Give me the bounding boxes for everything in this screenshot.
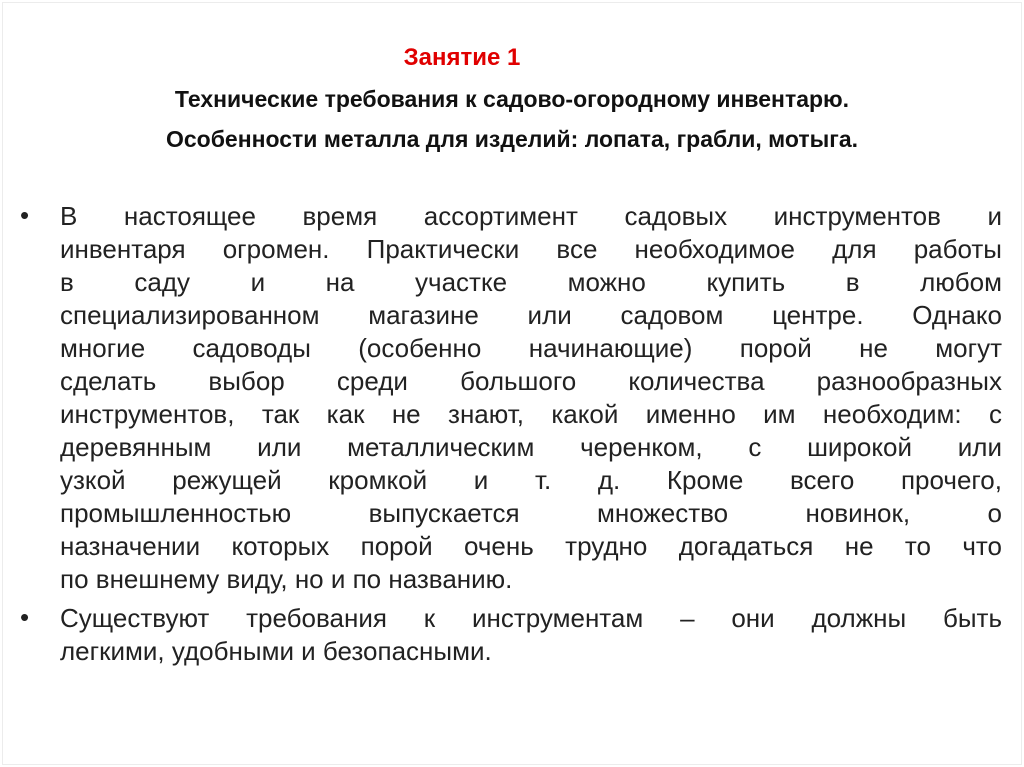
bullet-text-line: в саду и на участке можно купить в любом (60, 267, 1002, 297)
bullet-text-line: деревянным или металлическим черенком, с широкой или (60, 432, 1002, 462)
bullet-text-line: В настоящее время ассортимент садовых инструментов и (60, 201, 1002, 231)
slide-heading-line-2: Особенности металла для изделий: лопата, грабли, мотыга. (165, 126, 859, 152)
bullet-text-line: инвентаря огромен. Практически все необходимое для работы (60, 234, 1002, 264)
bullet-text-line: сделать выбор среди большого количества разнообразных (60, 366, 1002, 396)
bullet-text-line: специализированном магазине или садовом центре. Однако (60, 300, 1002, 330)
bullet-marker: • (20, 602, 30, 632)
bullet-text-line: промышленностью выпускается множество новинок, о (60, 498, 1002, 528)
bullet-text-line: инструментов, так как не знают, какой именно им необходим: с (60, 399, 1002, 429)
bullet-text-line: многие садоводы (особенно начинающие) порой не могут (60, 333, 1002, 363)
slide-heading-line-1: Технические требования к садово-огородному инвентарю. (174, 86, 850, 112)
bullet-text-line: узкой режущей кромкой и т. д. Кроме всего прочего, (60, 465, 1002, 495)
bullet-text-line: по внешнему виду, но и по названию. (60, 564, 513, 594)
bullet-text-line: Существуют требования к инструментам – они должны быть (60, 603, 1002, 633)
bullet-text-line: легкими, удобными и безопасными. (60, 636, 492, 666)
lesson-title: Занятие 1 (403, 44, 521, 71)
bullet-text-line: назначении которых порой очень трудно догадаться не то что (60, 531, 1002, 561)
bullet-marker: • (20, 200, 30, 230)
